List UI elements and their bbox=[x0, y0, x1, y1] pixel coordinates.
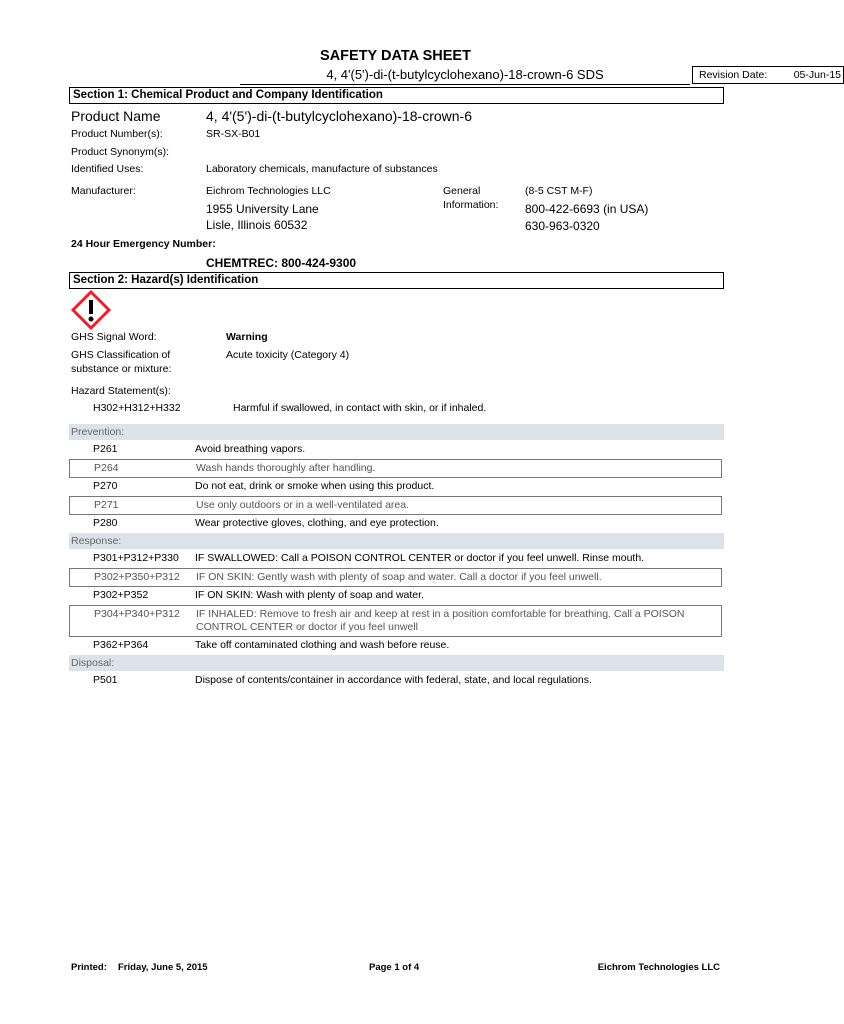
footer-company: Eichrom Technologies LLC bbox=[597, 962, 720, 973]
statement-code: P270 bbox=[93, 480, 118, 492]
statement-code: P501 bbox=[93, 674, 118, 686]
product-number: SR-SX-B01 bbox=[206, 128, 261, 140]
prevention-band: Prevention: bbox=[69, 424, 724, 440]
header-subrow bbox=[120, 66, 841, 84]
product-number-label: Product Number(s): bbox=[71, 128, 163, 140]
document-subtitle: 4, 4'(5')-di-(t-butylcyclohexano)-18-crown-6 SDS bbox=[240, 66, 690, 85]
list-item bbox=[69, 672, 722, 690]
identified-uses: Laboratory chemicals, manufacture of substances bbox=[206, 163, 438, 175]
list-item bbox=[69, 496, 722, 515]
statement-text: IF ON SKIN: Wash with plenty of soap and water. bbox=[195, 589, 424, 601]
hazard-text: Harmful if swallowed, in contact with skin, or if inhaled. bbox=[233, 402, 487, 414]
disposal-band: Disposal: bbox=[69, 655, 724, 671]
statement-text: Do not eat, drink or smoke when using this product. bbox=[195, 480, 435, 492]
manufacturer-label: Manufacturer: bbox=[71, 185, 136, 197]
statement-text: IF SWALLOWED: Call a POISON CONTROL CENTER or doctor if you feel unwell. Rinse mouth. bbox=[195, 552, 645, 564]
exclamation-mark-diamond-icon bbox=[71, 290, 111, 330]
statement-code: P302+P350+P312 bbox=[94, 571, 180, 583]
statement-text: Dispose of contents/container in accordance with federal, state, and local regulations. bbox=[195, 674, 592, 686]
revision-label: Revision Date: bbox=[699, 69, 768, 81]
general-phone-2: 630-963-0320 bbox=[525, 219, 600, 233]
printed-label: Printed: bbox=[71, 962, 107, 973]
statement-code: P362+P364 bbox=[93, 639, 149, 651]
statement-code: P301+P312+P330 bbox=[93, 552, 179, 564]
signal-word-label: GHS Signal Word: bbox=[71, 331, 157, 343]
revision-box bbox=[692, 66, 844, 84]
list-item bbox=[69, 550, 722, 569]
statement-text: Take off contaminated clothing and wash before reuse. bbox=[195, 639, 450, 651]
hazard-statements-label: Hazard Statement(s): bbox=[71, 385, 171, 397]
statement-text: Wash hands thoroughly after handling. bbox=[196, 462, 376, 474]
list-item bbox=[69, 587, 722, 606]
list-item bbox=[69, 637, 722, 656]
list-item bbox=[69, 478, 722, 497]
document-title: SAFETY DATA SHEET bbox=[320, 48, 471, 64]
product-name-label: Product Name bbox=[71, 108, 161, 124]
section-2-heading: Section 2: Hazard(s) Identification bbox=[69, 272, 724, 289]
statement-text: IF ON SKIN: Gently wash with plenty of soap and water. Call a doctor if you feel unwell. bbox=[196, 571, 602, 583]
classification-label-2: substance or mixture: bbox=[71, 363, 172, 375]
manufacturer-street: 1955 University Lane bbox=[206, 202, 319, 216]
revision-date: 05-Jun-15 bbox=[793, 69, 841, 81]
response-band: Response: bbox=[69, 533, 724, 549]
statement-code: P280 bbox=[93, 517, 118, 529]
statement-code: P264 bbox=[94, 462, 119, 474]
statement-text: Avoid breathing vapors. bbox=[195, 443, 306, 455]
statement-code: P271 bbox=[94, 499, 119, 511]
list-item bbox=[69, 459, 722, 478]
emergency-number: CHEMTREC: 800-424-9300 bbox=[206, 256, 357, 270]
general-phone-1: 800-422-6693 (in USA) bbox=[525, 202, 649, 216]
hazard-code: H302+H312+H332 bbox=[93, 402, 181, 414]
statement-text: Wear protective gloves, clothing, and eye protection. bbox=[195, 517, 439, 529]
printed-date: Friday, June 5, 2015 bbox=[118, 962, 208, 973]
statement-code: P261 bbox=[93, 443, 118, 455]
emergency-label: 24 Hour Emergency Number: bbox=[71, 238, 216, 250]
general-label-2: Information: bbox=[443, 199, 499, 211]
statement-text: Use only outdoors or in a well-ventilated area. bbox=[196, 499, 410, 511]
classification: Acute toxicity (Category 4) bbox=[226, 349, 350, 361]
list-item bbox=[69, 568, 722, 587]
list-item bbox=[69, 515, 722, 534]
manufacturer-city: Lisle, Illinois 60532 bbox=[206, 218, 308, 232]
general-label-1: General bbox=[443, 185, 481, 197]
section-1-heading: Section 1: Chemical Product and Company Identification bbox=[69, 87, 724, 104]
statement-code: P304+P340+P312 bbox=[94, 608, 180, 620]
product-synonym-label: Product Synonym(s): bbox=[71, 146, 170, 158]
manufacturer-name: Eichrom Technologies LLC bbox=[206, 185, 331, 197]
statement-text: IF INHALED: Remove to fresh air and keep at rest in a position comfortable for breathing. Call a POISON CONTROL CENTER or doctor if you feel unwell bbox=[196, 608, 685, 633]
identified-uses-label: Identified Uses: bbox=[71, 163, 144, 175]
page-number: Page 1 of 4 bbox=[369, 962, 420, 973]
product-name: 4, 4'(5')-di-(t-butylcyclohexano)-18-crown-6 bbox=[206, 108, 472, 124]
general-hours: (8-5 CST M-F) bbox=[525, 185, 593, 197]
classification-label-1: GHS Classification of bbox=[71, 349, 171, 361]
list-item bbox=[69, 441, 722, 460]
signal-word: Warning bbox=[226, 331, 268, 343]
list-item bbox=[69, 605, 722, 637]
statement-code: P302+P352 bbox=[93, 589, 149, 601]
